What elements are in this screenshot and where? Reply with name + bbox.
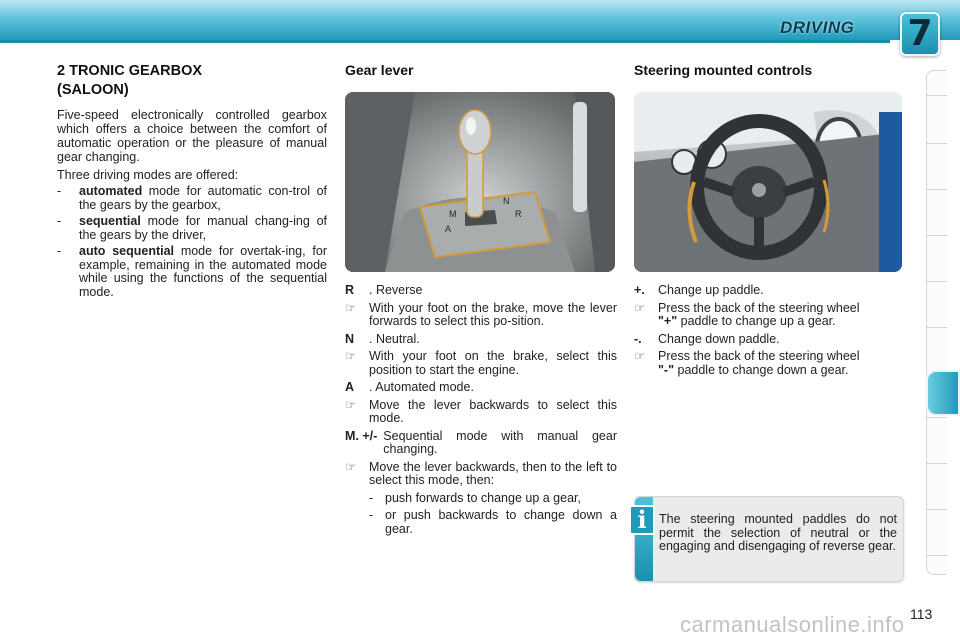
- mode-name: sequential: [79, 214, 141, 228]
- item-text: Press the back of the steering wheel: [658, 349, 860, 363]
- mode-description: mode for manual chang-ing of the gears by the driver,: [79, 214, 327, 242]
- chapter-title: DRIVING: [780, 18, 855, 37]
- chapter-tabs: [926, 70, 946, 575]
- list-item: [634, 284, 906, 298]
- bullet: -: [57, 184, 62, 198]
- page-number: 113: [910, 606, 933, 622]
- mode-item: [57, 245, 327, 299]
- intro-paragraph: Five-speed electronically controlled gearbox which offers a choice between the comfort of automatic operation or the pleasure of manual gear changing.: [57, 108, 327, 164]
- pointing-hand-icon: ☞: [345, 397, 357, 412]
- item-text: With your foot on the brake, move the lever forwards to select this po-sition.: [369, 300, 617, 328]
- gearbox-section: [57, 62, 327, 299]
- list-item: [345, 461, 617, 488]
- info-icon: i: [629, 505, 655, 535]
- item-text: Change up paddle.: [658, 283, 764, 297]
- item-key: A: [345, 380, 355, 394]
- pointing-hand-icon: ☞: [634, 349, 646, 363]
- mode-item: [57, 215, 327, 242]
- item-key: -.: [634, 331, 642, 346]
- item-text: or push backwards to change down a gear.: [385, 508, 617, 536]
- mode-name: automated: [79, 184, 143, 198]
- item-key: M. +/-: [345, 428, 378, 443]
- item-key: R: [345, 283, 355, 297]
- bullet: -: [369, 508, 374, 522]
- list-item: [634, 302, 906, 329]
- item-text: Sequential mode with manual gear changing.: [383, 428, 617, 456]
- item-text: push forwards to change up a gear,: [385, 490, 581, 505]
- item-key: +.: [634, 283, 645, 297]
- list-item: [345, 284, 617, 298]
- tab-divider: [927, 327, 947, 328]
- tab-divider: [927, 417, 947, 418]
- mode-item: [57, 185, 327, 212]
- mode-description: mode for overtak-ing, for example, remaining in the automated mode while using the functions of the sequential mode.: [79, 244, 327, 299]
- steering-wheel-photo: [634, 92, 902, 272]
- lever-label-n: N: [503, 196, 510, 206]
- list-item: [634, 333, 906, 347]
- steering-controls-list: [634, 284, 906, 381]
- steering-wheel-illustration: [634, 92, 902, 272]
- list-item: [345, 381, 617, 395]
- list-item: [345, 333, 617, 347]
- item-text: Move the lever backwards to select this mode.: [369, 397, 617, 425]
- mode-description: mode for automatic con-trol of the gears by the gearbox,: [79, 184, 327, 212]
- info-box: [634, 496, 904, 582]
- tab-divider: [927, 555, 947, 556]
- item-text-continued: paddle to change down a gear.: [674, 362, 849, 377]
- page-header: [0, 0, 960, 60]
- item-text: With your foot on the brake, select this position to start the engine.: [369, 349, 617, 377]
- tab-divider: [927, 143, 947, 144]
- watermark: carmanualsonline.info: [680, 612, 905, 637]
- bullet: -: [369, 490, 374, 505]
- lever-label-a: A: [445, 224, 452, 234]
- gear-lever-list: [345, 284, 617, 540]
- lever-label-r: R: [515, 209, 522, 219]
- tab-divider: [927, 281, 947, 282]
- tab-divider: [927, 509, 947, 510]
- item-text: . Automated mode.: [369, 380, 474, 394]
- bullet: -: [57, 214, 62, 228]
- item-text: . Reverse: [369, 283, 423, 297]
- item-text: . Neutral.: [369, 331, 420, 346]
- pointing-hand-icon: ☞: [345, 459, 357, 474]
- pointing-hand-icon: ☞: [634, 300, 646, 315]
- info-text: The steering mounted paddles do not permit the selection of neutral or the engaging and disengaging of reverse gear.: [659, 512, 897, 553]
- item-text: Move the lever backwards, then to the left to select this mode, then:: [369, 459, 617, 487]
- list-item: [345, 350, 617, 377]
- tab-divider: [927, 463, 947, 464]
- sub-item: [369, 509, 617, 536]
- chapter-number-badge: [900, 12, 940, 56]
- item-text: Change down paddle.: [658, 331, 780, 346]
- bullet: -: [57, 244, 62, 258]
- tab-divider: [927, 235, 947, 236]
- list-item: [634, 350, 906, 377]
- steering-controls-title: Steering mounted controls: [634, 62, 813, 78]
- header-rule: [0, 40, 890, 43]
- gear-lever-illustration: [345, 92, 615, 272]
- section-title-line1: 2 TRONIC GEARBOX: [57, 63, 203, 79]
- chapter-tab-active[interactable]: [926, 370, 960, 416]
- item-text: Press the back of the steering wheel: [658, 300, 860, 315]
- list-item: [345, 430, 617, 457]
- lever-label-m: M: [449, 209, 457, 219]
- chapter-number: 7: [907, 13, 933, 54]
- sub-item: [369, 492, 617, 506]
- tab-divider: [927, 189, 947, 190]
- mode-name: auto sequential: [79, 244, 175, 258]
- pointing-hand-icon: ☞: [345, 349, 357, 363]
- section-title-line2: (SALOON): [57, 82, 129, 98]
- tab-divider: [927, 95, 947, 96]
- modes-intro: Three driving modes are offered:: [57, 168, 239, 182]
- paddle-symbol: "+": [658, 314, 678, 328]
- list-item: [345, 399, 617, 426]
- list-item: [345, 302, 617, 329]
- item-key: N: [345, 331, 355, 346]
- gear-lever-photo: [345, 92, 615, 272]
- paddle-symbol: "-": [658, 362, 675, 377]
- pointing-hand-icon: ☞: [345, 300, 357, 315]
- item-text-continued: paddle to change up a gear.: [677, 314, 836, 328]
- gear-lever-title: Gear lever: [345, 62, 414, 78]
